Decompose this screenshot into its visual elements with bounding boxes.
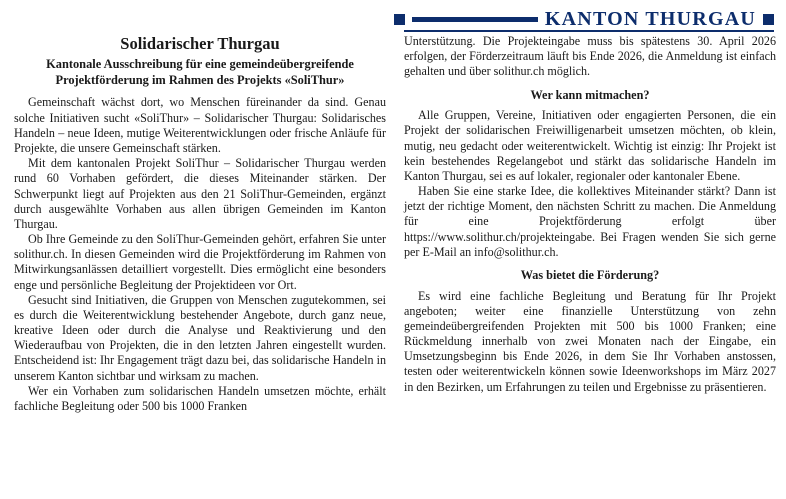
- paragraph: Ob Ihre Gemeinde zu den SoliThur-Gemeinden gehört, erfahren Sie unter solithur.ch. In diesen Gemeinden wird die Projektförderung im Rahmen von Mitwirkungsanlässen detailliert vorgestellt. Dies ermöglicht eine besonders enge und persönliche Begleitung der Projektideen vor Ort.: [14, 232, 386, 292]
- right-column: [404, 34, 776, 493]
- paragraph: Mit dem kantonalen Projekt SoliThur – Solidarischer Thurgau werden rund 60 Vorhaben gefördert, die dieses Miteinander stärken. Der Schwerpunkt liegt auf Projekten aus den 21 SoliThur-Gemeinden, ergänzt durch ausgewählte Vorhaben aus allen übrigen Gemeinden im Kanton Thurgau.: [14, 156, 386, 231]
- paragraph: Wer ein Vorhaben zum solidarischen Handeln umsetzen möchte, erhält fachliche Begleitung oder 500 bis 1000 Franken: [14, 383, 386, 413]
- article-columns: [14, 34, 774, 493]
- paragraph-continuation: Unterstützung. Die Projekteingabe muss bis spätestens 30. April 2026 erfolgen, der Förderzeitraum läuft bis Ende 2026, die Anmeldung ist einfach gehalten und über solithur.ch möglich.: [404, 34, 776, 79]
- masthead-underline: [404, 30, 774, 32]
- masthead-rule-left: [412, 17, 538, 22]
- masthead: [394, 8, 774, 31]
- article-subhead: Kantonale Ausschreibung für eine gemeindeübergreifende Projektförderung im Rahmen des Projekts «SoliThur»: [46, 57, 354, 87]
- masthead-title: KANTON THURGAU: [544, 8, 756, 30]
- paragraph: Alle Gruppen, Vereine, Initiativen oder engagierten Personen, die ein Projekt der solidarischen Freiwilligenarbeit umsetzen möchten, ob klein, mutig, neu gedacht oder weiterentwickelt. Wichtig ist einzig: Ihr Projekt ist kein bestehendes Regelangebot und stärkt das solidarische Handeln im Kanton Thurgau, sei es auf lokaler, regionaler oder kantonaler Ebene.: [404, 108, 776, 183]
- paragraph: Gesucht sind Initiativen, die Gruppen von Menschen zugutekommen, sei es durch die Weiterentwicklung bestehender Angebote, durch ganz neue, kreative Ideen oder durch die Analyse und Reaktivierung und den Wiederaufbau von Projekten, die in den letzten Jahren eingestellt wurden. Entscheidend ist: Ihr Engagement trägt dazu bei, das solidarische Handeln in unserem Kanton sichtbar und wirksam zu machen.: [14, 292, 386, 383]
- paragraph: Gemeinschaft wächst dort, wo Menschen füreinander da sind. Genau solche Initiativen sucht «SoliThur» – Solidarischer Thurgau: Solidarisches Handeln – neue Ideen, mutige Weiterentwicklungen oder frische Anläufe für Projekte, die unsere Gemeinschaft stärken.: [14, 95, 386, 155]
- section-heading-wer-kann-mitmachen: Wer kann mitmachen?: [530, 87, 650, 102]
- left-column: [14, 34, 386, 493]
- masthead-square-left-icon: [394, 14, 405, 25]
- masthead-square-right-icon: [763, 14, 774, 25]
- page-title: Solidarischer Thurgau: [120, 34, 280, 53]
- paragraph: Haben Sie eine starke Idee, die kollektives Miteinander stärkt? Dann ist jetzt der richtige Moment, den nächsten Schritt zu machen. Die Anmeldung für eine Projektförderung erfolgt über https://www.solithur.ch/projekteingabe. Bei Fragen wenden Sie sich gerne per E-Mail an info@solithur.ch.: [404, 184, 776, 259]
- section-heading-was-bietet-die-foerderung: Was bietet die Förderung?: [520, 267, 660, 282]
- paragraph: Es wird eine fachliche Begleitung und Beratung für Ihr Projekt angeboten; weiter eine finanzielle Unterstützung von zehn gemeindeübergreifenden Projekten mit 500 bis 1000 Franken; eine Rückmeldung innerhalb von zwei Monaten nach der Eingabe, ein Umsetzungsbeginn bis Ende 2026, in dem Sie Ihr Vorhaben anstossen, testen oder weiterentwickeln können sowie Ideenworkshops im März 2027 in den Bezirken, um Erfahrungen zu teilen und Ergebnisse zu präsentieren.: [404, 288, 776, 394]
